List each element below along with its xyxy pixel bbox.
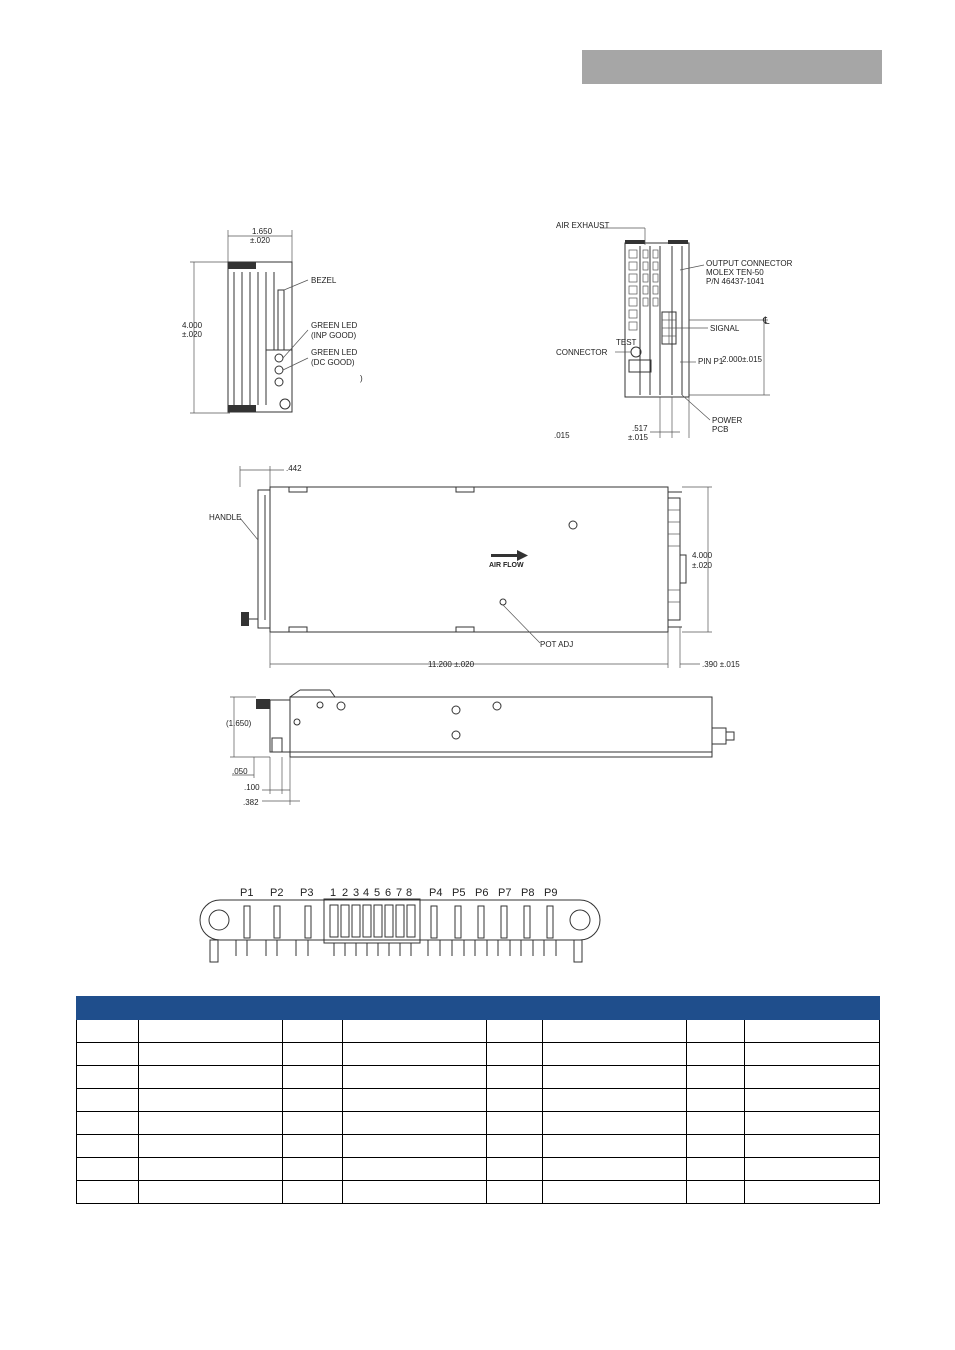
- pin-p1-label: PIN P1: [698, 357, 724, 366]
- pin-legs: [236, 940, 556, 956]
- connector-label-p7: P7: [498, 887, 512, 899]
- dim-2000-label: 2.000±.015: [722, 355, 762, 364]
- front-view: [182, 227, 363, 413]
- table-cell: [283, 1112, 343, 1135]
- connector-label-4: 4: [363, 887, 370, 899]
- dim-4000-tol: ±.020: [692, 561, 712, 570]
- connector-labels: [240, 887, 557, 899]
- connector-label-8: 8: [406, 887, 413, 899]
- table-cell: [139, 1181, 283, 1204]
- table-cell: [77, 1135, 139, 1158]
- table-row: [77, 1135, 880, 1158]
- table-cell: [487, 1135, 543, 1158]
- test-connector-label-2: CONNECTOR: [556, 348, 608, 357]
- dim-4000-label: 4.000: [692, 551, 713, 560]
- connector-label-6: 6: [385, 887, 392, 899]
- table-cell: [77, 1066, 139, 1089]
- table-cell: [343, 1135, 487, 1158]
- dim-050-label: .050: [232, 767, 248, 776]
- pot-adj-label: POT ADJ: [540, 640, 574, 649]
- front-width-dim: 1.650: [252, 227, 273, 236]
- table-cell: [487, 1020, 543, 1043]
- table-row: [77, 1020, 880, 1043]
- dim-1650-label: (1.650): [226, 719, 252, 728]
- table-cell: [543, 1112, 687, 1135]
- table-cell: [543, 1066, 687, 1089]
- table-cell: [77, 1020, 139, 1043]
- connector-label-3: 3: [353, 887, 360, 899]
- dim-11200-label: 11.200 ±.020: [428, 660, 475, 669]
- table-cell: [745, 1112, 880, 1135]
- table-cell: [687, 1020, 745, 1043]
- table-cell: [687, 1043, 745, 1066]
- table-cell: [283, 1043, 343, 1066]
- connector-label-2: 2: [342, 887, 349, 899]
- table-row: [77, 1158, 880, 1181]
- table-cell: [487, 1043, 543, 1066]
- connector-drawing: [200, 887, 600, 962]
- table-cell: [543, 1020, 687, 1043]
- connector-label-p9: P9: [544, 887, 558, 899]
- table-cell: [745, 1089, 880, 1112]
- table-cell: [487, 1089, 543, 1112]
- table-cell: [283, 1158, 343, 1181]
- table-cell: [283, 1135, 343, 1158]
- table-cell: [745, 1158, 880, 1181]
- table-cell: [77, 1181, 139, 1204]
- table-cell: [543, 1089, 687, 1112]
- side-view: [226, 690, 734, 807]
- table-header-cell: [745, 997, 880, 1020]
- table-cell: [139, 1020, 283, 1043]
- table-row: [77, 1112, 880, 1135]
- table-cell: [745, 1181, 880, 1204]
- centerline-symbol: ℄: [763, 316, 770, 327]
- table-header-cell: [487, 997, 543, 1020]
- dim-442-label: .442: [286, 464, 302, 473]
- table-header-cell: [343, 997, 487, 1020]
- led-dc-label-1: GREEN LED: [311, 348, 358, 357]
- table-cell: [343, 1112, 487, 1135]
- table-cell: [687, 1158, 745, 1181]
- table-cell: [343, 1158, 487, 1181]
- dim-382-label: .382: [243, 798, 259, 807]
- table-cell: [283, 1066, 343, 1089]
- table-cell: [283, 1089, 343, 1112]
- signal-pins: [330, 905, 415, 937]
- connector-label-p8: P8: [521, 887, 535, 899]
- table-cell: [343, 1066, 487, 1089]
- table-header-cell: [77, 997, 139, 1020]
- table-cell: [687, 1181, 745, 1204]
- table-cell: [139, 1112, 283, 1135]
- table-cell: [343, 1020, 487, 1043]
- output-connector-label-1: OUTPUT CONNECTOR: [706, 259, 793, 268]
- table-cell: [543, 1181, 687, 1204]
- table-row: [77, 1181, 880, 1204]
- power-pcb-label-1: POWER: [712, 416, 743, 425]
- table-cell: [139, 1089, 283, 1112]
- connector-label-1: 1: [330, 887, 337, 899]
- signal-label: SIGNAL: [710, 324, 740, 333]
- table-cell: [139, 1043, 283, 1066]
- dim-100-label: .100: [244, 783, 260, 792]
- stray-mark: ): [360, 374, 363, 383]
- table-cell: [687, 1089, 745, 1112]
- led-dc-label-2: (DC GOOD): [311, 358, 355, 367]
- table-cell: [687, 1066, 745, 1089]
- table-header-cell: [687, 997, 745, 1020]
- table-cell: [139, 1158, 283, 1181]
- table-header-cell: [543, 997, 687, 1020]
- connector-label-p3: P3: [300, 887, 314, 899]
- rear-view: [554, 221, 793, 442]
- table-cell: [687, 1112, 745, 1135]
- table-cell: [543, 1158, 687, 1181]
- table-cell: [487, 1112, 543, 1135]
- table-cell: [487, 1181, 543, 1204]
- dim-517-label: .517: [632, 424, 648, 433]
- power-pins: [244, 906, 553, 938]
- rear-grille: [629, 250, 658, 330]
- connector-label-p4: P4: [429, 887, 443, 899]
- dim-015-label: .015: [554, 431, 570, 440]
- table-cell: [283, 1020, 343, 1043]
- table-header-cell: [139, 997, 283, 1020]
- table-cell: [687, 1135, 745, 1158]
- power-pcb-label-2: PCB: [712, 425, 729, 434]
- air-flow-label: AIR FLOW: [489, 562, 524, 569]
- handle-label: HANDLE: [209, 513, 242, 522]
- table-header-row: [77, 997, 880, 1020]
- table-cell: [343, 1089, 487, 1112]
- front-width-tol: ±.020: [250, 236, 270, 245]
- table-cell: [77, 1089, 139, 1112]
- output-connector-label-2: MOLEX TEN-50: [706, 268, 764, 277]
- table-row: [77, 1089, 880, 1112]
- table-cell: [487, 1158, 543, 1181]
- table-cell: [283, 1181, 343, 1204]
- table-cell: [745, 1043, 880, 1066]
- connector-label-p5: P5: [452, 887, 466, 899]
- dim-390-label: .390 ±.015: [702, 660, 740, 669]
- table-header-cell: [283, 997, 343, 1020]
- pin-assignment-table: [76, 996, 880, 1204]
- test-connector-label-1: TEST: [616, 338, 637, 347]
- led-inp-label-1: GREEN LED: [311, 321, 358, 330]
- front-height-tol: ±.020: [182, 330, 202, 339]
- table-cell: [77, 1043, 139, 1066]
- table-cell: [343, 1181, 487, 1204]
- connector-label-5: 5: [374, 887, 381, 899]
- table-cell: [77, 1158, 139, 1181]
- table-cell: [139, 1135, 283, 1158]
- output-connector-label-3: P/N 46437-1041: [706, 277, 765, 286]
- table-cell: [543, 1135, 687, 1158]
- table-cell: [745, 1135, 880, 1158]
- connector-label-7: 7: [396, 887, 403, 899]
- table-cell: [745, 1020, 880, 1043]
- dim-517-tol: ±.015: [628, 433, 648, 442]
- front-height-dim: 4.000: [182, 321, 203, 330]
- table-cell: [139, 1066, 283, 1089]
- top-view: [209, 464, 740, 669]
- connector-label-p2: P2: [270, 887, 284, 899]
- connector-label-p6: P6: [475, 887, 489, 899]
- table-cell: [77, 1112, 139, 1135]
- connector-label-p1: P1: [240, 887, 254, 899]
- table-row: [77, 1066, 880, 1089]
- led-inp-label-2: (INP GOOD): [311, 331, 357, 340]
- table-cell: [745, 1066, 880, 1089]
- table-cell: [543, 1043, 687, 1066]
- air-exhaust-label: AIR EXHAUST: [556, 221, 610, 230]
- bezel-label: BEZEL: [311, 276, 337, 285]
- table-cell: [343, 1043, 487, 1066]
- table-row: [77, 1043, 880, 1066]
- table-cell: [487, 1066, 543, 1089]
